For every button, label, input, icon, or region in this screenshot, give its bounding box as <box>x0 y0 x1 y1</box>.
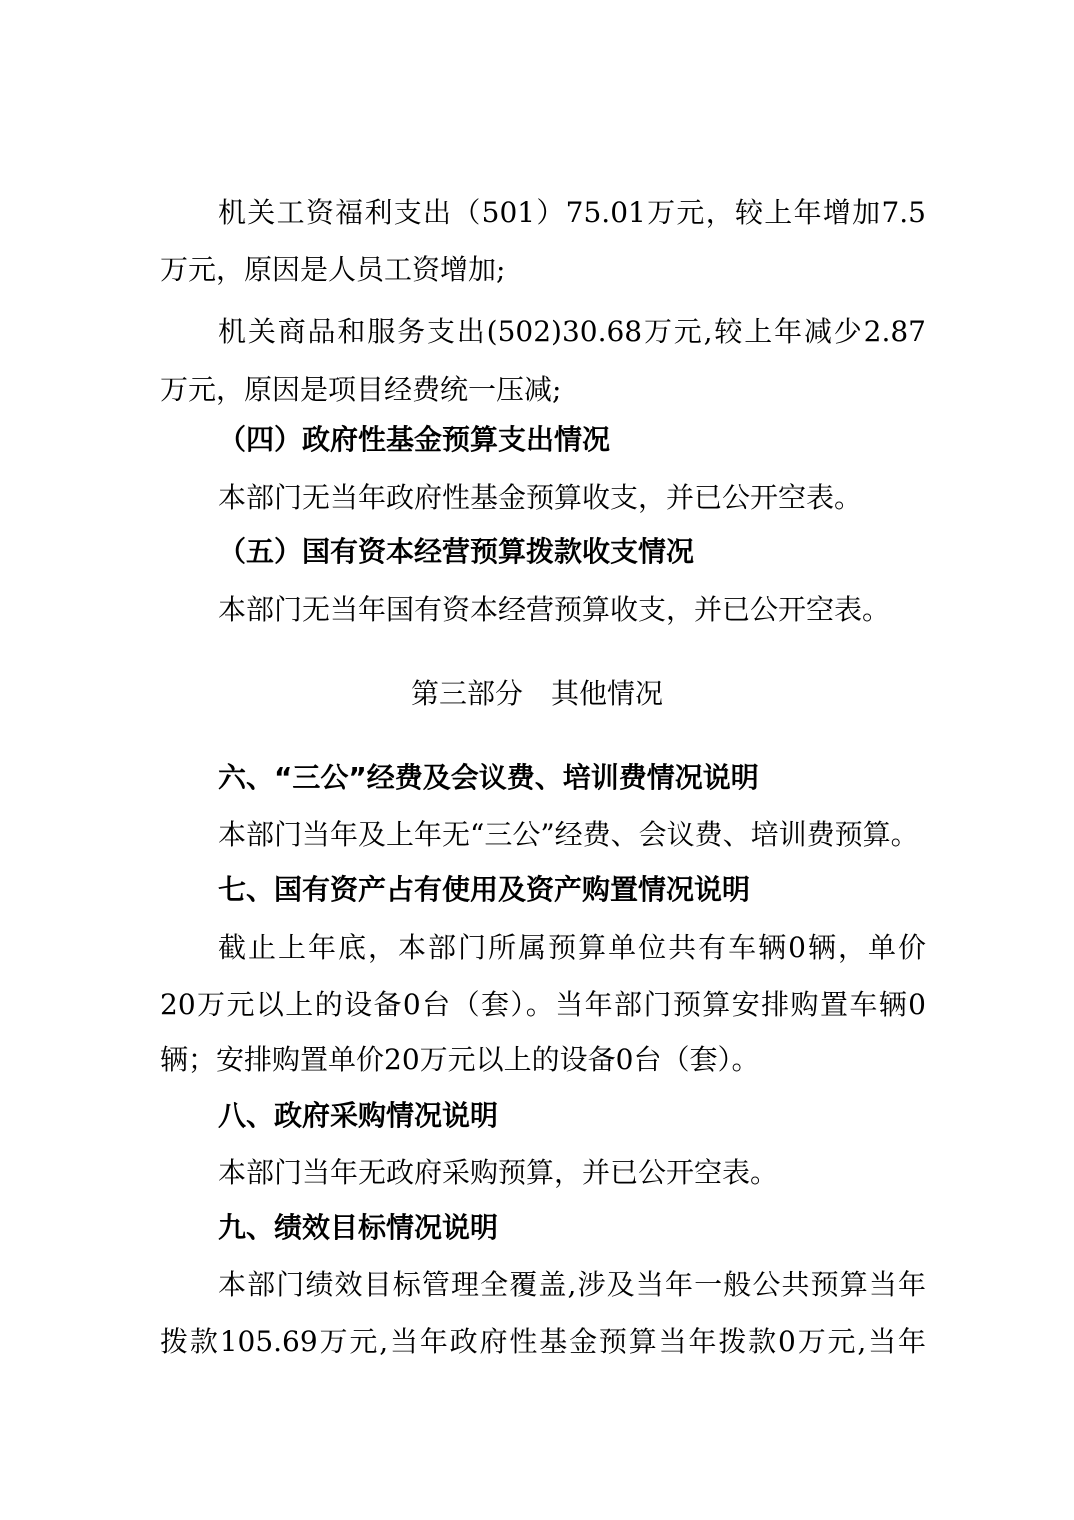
part-title: 第三部分 其他情况 <box>410 677 663 710</box>
section-heading: 七、国有资产占有使用及资产购置情况说明 <box>218 873 751 906</box>
paragraph-line: 辆；安排购置单价20万元以上的设备0台（套）。 <box>160 1043 760 1076</box>
paragraph-line: 机关工资福利支出（501）75.01万元，较上年增加7.5 <box>218 196 926 229</box>
paragraph-line: 截止上年底，本部门所属预算单位共有车辆0辆，单价 <box>218 931 926 964</box>
paragraph-line: 拨款105.69万元,当年政府性基金预算当年拨款0万元,当年 <box>160 1325 926 1358</box>
paragraph-line: 机关商品和服务支出(502)30.68万元,较上年减少2.87 <box>218 315 926 348</box>
paragraph-line: 万元，原因是项目经费统一压减; <box>160 373 562 406</box>
paragraph-line: 本部门绩效目标管理全覆盖,涉及当年一般公共预算当年 <box>218 1268 926 1301</box>
section-heading: 六、“三公”经费及会议费、培训费情况说明 <box>218 761 759 794</box>
paragraph-line: 本部门无当年国有资本经营预算收支，并已公开空表。 <box>218 593 891 626</box>
section-heading: （四）政府性基金预算支出情况 <box>218 423 611 456</box>
section-heading: （五）国有资本经营预算拨款收支情况 <box>218 535 695 568</box>
paragraph-line: 本部门当年无政府采购预算，并已公开空表。 <box>218 1156 779 1189</box>
paragraph-line: 万元，原因是人员工资增加; <box>160 253 506 286</box>
paragraph-line: 本部门当年及上年无“三公”经费、会议费、培训费预算。 <box>218 818 919 851</box>
paragraph-line: 本部门无当年政府性基金预算收支，并已公开空表。 <box>218 481 863 514</box>
paragraph-line: 20万元以上的设备0台（套）。当年部门预算安排购置车辆0 <box>160 988 926 1021</box>
section-heading: 八、政府采购情况说明 <box>218 1099 499 1132</box>
section-heading: 九、绩效目标情况说明 <box>218 1211 499 1244</box>
